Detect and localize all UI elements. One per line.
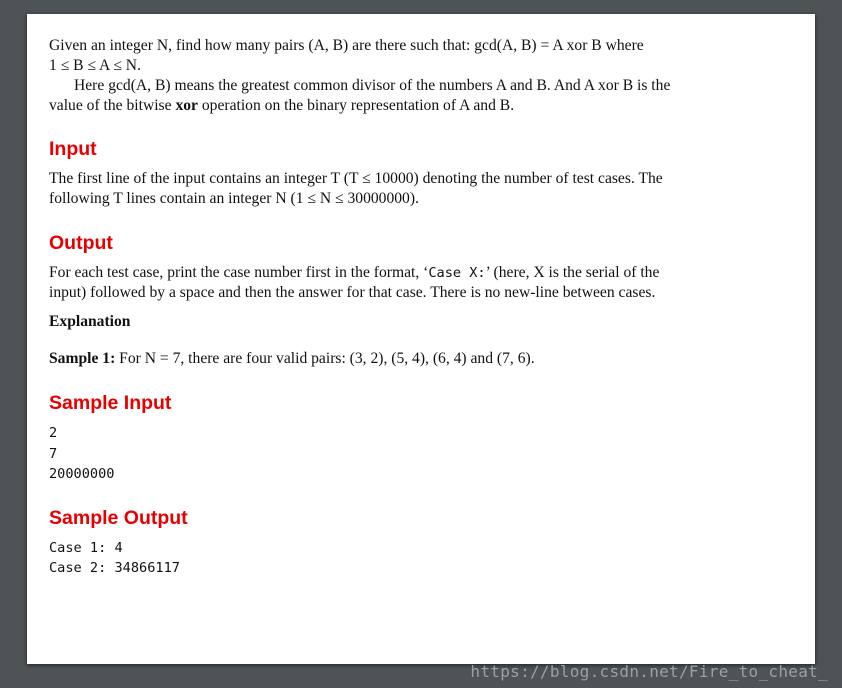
xor-bold-term: xor <box>175 97 198 114</box>
sample-input-block <box>49 423 791 485</box>
input-paragraph <box>49 169 791 209</box>
input-line-1: The first line of the input contains an integer T (T ≤ 10000) denoting the number of test cases. The <box>49 170 663 187</box>
output-line-1-start: For each test case, print the case number first in the format, ‘ <box>49 264 429 281</box>
output-heading: Output <box>49 232 113 254</box>
sample-input-line: 2 <box>49 425 58 441</box>
sample-input-heading: Sample Input <box>49 392 172 414</box>
output-line-2: input) followed by a space and then the answer for that case. There is no new-line between cases. <box>49 284 656 301</box>
intro-line-2: 1 ≤ B ≤ A ≤ N. <box>49 57 141 74</box>
input-line-2: following T lines contain an integer N (1 ≤ N ≤ 30000000). <box>49 190 419 207</box>
definition-line-2-end: operation on the binary representation of A and B. <box>197 97 515 114</box>
definition-paragraph <box>49 76 791 116</box>
case-format-code: Case X: <box>428 265 486 281</box>
definition-line-1: Here gcd(A, B) means the greatest common divisor of the numbers A and B. And A xor B is the <box>74 77 671 94</box>
sample-output-heading: Sample Output <box>49 506 188 529</box>
definition-line-2-start: value of the bitwise <box>49 97 176 114</box>
sample-explanation-text: For N = 7, there are four valid pairs: (3, 2), (5, 4), (6, 4) and (7, 6). <box>115 350 535 367</box>
input-heading: Input <box>49 138 97 160</box>
sample-input-line: 20000000 <box>49 466 115 482</box>
sample-output-line: Case 1: 4 <box>49 539 123 556</box>
sample-output-block <box>49 538 791 579</box>
sample-explanation <box>49 349 791 369</box>
sample-label: Sample 1: <box>49 350 116 367</box>
explanation-heading: Explanation <box>49 313 131 330</box>
output-paragraph <box>49 263 791 303</box>
document-page <box>27 14 815 664</box>
watermark-url: https://blog.csdn.net/Fire_to_cheat_ <box>470 662 828 681</box>
problem-content <box>49 36 791 579</box>
intro-line-1: Given an integer N, find how many pairs (A, B) are there such that: gcd(A, B) = A xor B where <box>49 37 644 54</box>
sample-output-line: Case 2: 34866117 <box>49 560 180 576</box>
output-line-1-end: ’ (here, X is the serial of the <box>485 264 660 281</box>
intro-paragraph <box>49 36 791 76</box>
sample-input-line: 7 <box>49 445 58 462</box>
